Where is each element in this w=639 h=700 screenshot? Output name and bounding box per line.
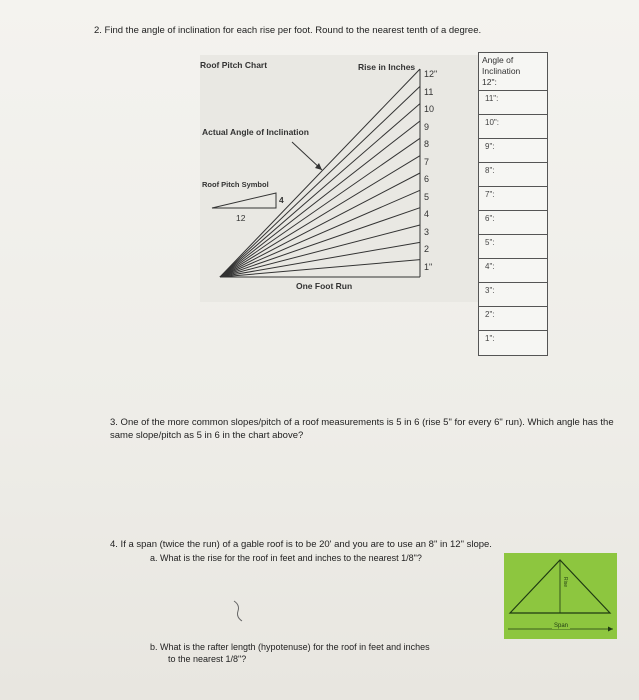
angle-table-row: 4": (479, 259, 547, 283)
chart-title: Roof Pitch Chart (200, 60, 268, 70)
pitch-line (220, 208, 420, 277)
rise-number: 6 (424, 174, 430, 184)
question-4b-line1: b. What is the rafter length (hypotenuse) for the roof in feet and inches (150, 642, 430, 652)
angle-table-row: 2": (479, 307, 547, 331)
question-4a: a. What is the rise for the roof in feet and inches to the nearest 1/8"? (150, 553, 422, 563)
gable-roof-diagram (504, 553, 617, 639)
angle-table-row: 5": (479, 235, 547, 259)
rise-number: 11 (424, 86, 434, 97)
angle-table-row: 7": (479, 187, 547, 211)
span-label: Span (554, 623, 569, 629)
pitch-line (220, 260, 420, 277)
rise-number: 8 (424, 139, 430, 149)
rise-number: 4 (424, 209, 430, 219)
angle-table-header-pitch: 12": (482, 77, 497, 87)
angle-table-row: 1": (485, 334, 495, 343)
question-3: 3. One of the more common slopes/pitch of a roof measurements is 5 in 6 (rise 5" for every 6" run). Which angle has the same slope/pitch as 5 in 6 in the chart above? (110, 417, 614, 441)
question-4b-line2: to the nearest 1/8"? (168, 654, 247, 664)
pitch-line (220, 190, 420, 277)
question-4: 4. If a span (twice the run) of a gable roof is to be 20' and you are to use an 8" in 12" slope. (110, 539, 492, 550)
rise-number: 5 (424, 191, 430, 202)
pitch-symbol-run: 12 (236, 213, 246, 223)
pitch-line (220, 242, 420, 277)
pitch-symbol-rise: 4 (279, 195, 284, 205)
rise-number: 2 (424, 244, 430, 254)
angle-table-row: 6": (479, 211, 547, 235)
rise-number: 9 (424, 121, 430, 132)
angle-table-row: 9": (479, 139, 547, 163)
run-label: One Foot Run (296, 281, 353, 291)
roof-pitch-chart (200, 55, 478, 302)
angle-table-row: 8": (479, 163, 547, 187)
pitch-line (220, 156, 420, 277)
angle-table-row: 11": (479, 91, 547, 115)
pitch-line (220, 69, 420, 277)
rise-label-diagram: Rise (562, 577, 568, 588)
pitch-symbol-label: Roof Pitch Symbol (202, 180, 269, 189)
angle-table (478, 52, 548, 356)
actual-angle-label: Actual Angle of Inclination (202, 127, 309, 137)
pencil-mark (228, 597, 258, 627)
rise-number: 7 (424, 156, 430, 167)
rise-label: Rise in Inches (358, 62, 416, 72)
angle-table-header-text: Angle of Inclination (482, 55, 521, 76)
angle-table-header (479, 53, 547, 91)
rise-number: 12" (424, 69, 438, 79)
angle-table-row: 3": (479, 283, 547, 307)
question-4b (150, 641, 430, 665)
angle-table-row: 10": (479, 115, 547, 139)
rise-number: 1" (424, 261, 433, 272)
pitch-symbol-triangle (212, 193, 276, 208)
rise-number: 3 (424, 226, 430, 237)
pitch-lines-svg (200, 55, 478, 302)
angle-table-rows (479, 91, 547, 355)
question-2: 2. Find the angle of inclination for each rise per foot. Round to the nearest tenth of a degree. (94, 25, 482, 36)
rise-number: 10 (424, 104, 435, 114)
